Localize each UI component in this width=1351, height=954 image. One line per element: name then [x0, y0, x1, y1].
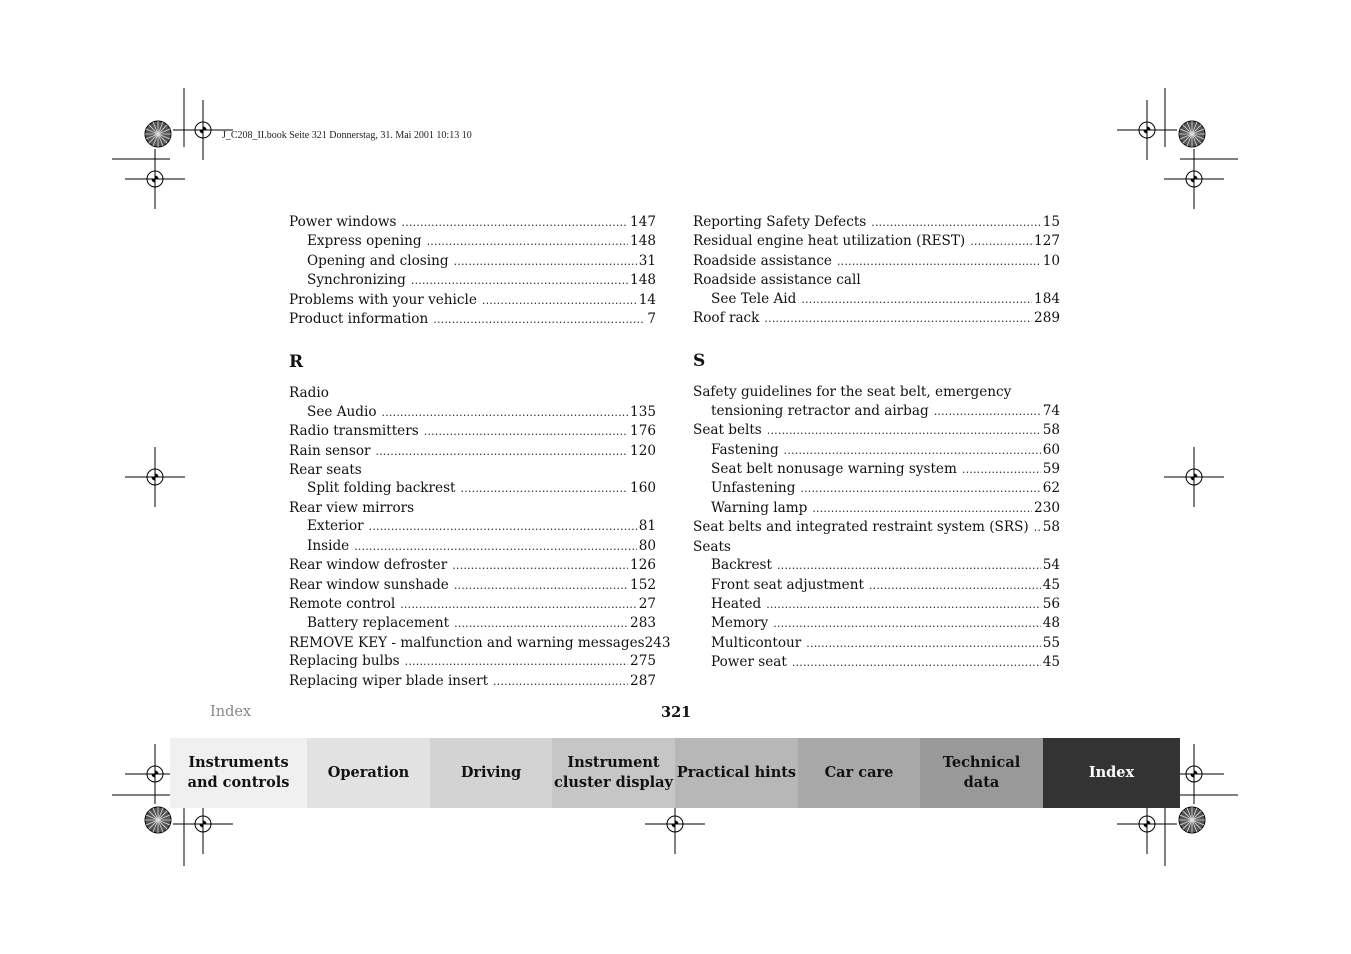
dot-leader [800, 480, 1040, 498]
index-entry-term: Exterior [307, 518, 364, 535]
footer-section-label: Index [210, 704, 252, 720]
index-entry [693, 499, 1060, 518]
index-entry-page: 289 [1034, 310, 1060, 327]
dot-leader [454, 253, 637, 271]
index-entry [289, 576, 656, 595]
index-entry-page: 15 [1042, 214, 1060, 230]
index-entry-page: 45 [1042, 654, 1060, 671]
dot-leader [792, 654, 1041, 672]
index-entry [693, 441, 1060, 460]
tab-instrument-cluster-display[interactable] [552, 738, 675, 808]
index-entry [289, 213, 656, 232]
index-entry-term: Express opening [307, 233, 422, 250]
index-entry-page: 148 [630, 272, 656, 289]
dot-leader [454, 577, 628, 595]
index-entry [289, 634, 671, 652]
index-entry [693, 460, 1060, 479]
index-entry [693, 556, 1060, 575]
index-entry-term: Rain sensor [289, 442, 371, 459]
index-column-left [289, 213, 671, 691]
index-entry-term: Replacing wiper blade insert [289, 672, 489, 689]
index-entry-page: 54 [1042, 557, 1060, 574]
tab-label: Practical hints [676, 764, 797, 781]
index-entry-page: 135 [630, 403, 656, 420]
dot-leader [454, 615, 628, 633]
index-entry [289, 310, 656, 329]
index-entry-term: REMOVE KEY - malfunction and warning messages [289, 634, 645, 651]
index-entry [289, 595, 656, 614]
index-entry-term: Front seat adjustment [711, 576, 864, 593]
index-entry-term: Radio [289, 385, 329, 402]
dot-leader [411, 272, 628, 290]
index-entry-page: 176 [630, 423, 656, 440]
dot-leader [871, 214, 1040, 232]
dot-leader [493, 673, 628, 691]
index-entry-page: 152 [630, 576, 656, 593]
index-entry [289, 403, 656, 422]
index-entry-term: Power seat [711, 654, 787, 671]
index-entry-term: Power windows [289, 214, 397, 230]
index-entry-term: Seat belt nonusage warning system [711, 461, 957, 478]
index-entry [693, 402, 1060, 421]
index-entry [693, 309, 1060, 328]
index-entries-s [693, 383, 1060, 672]
dot-leader [461, 480, 629, 498]
tab-technical-data[interactable] [920, 738, 1043, 808]
index-entry-term: Warning lamp [711, 499, 808, 516]
dot-leader [773, 615, 1040, 633]
index-entry-page: 147 [630, 214, 656, 230]
index-entry [693, 614, 1060, 633]
index-entry [693, 290, 1060, 309]
index-entry-term: Roadside assistance call [693, 272, 861, 289]
tab-instruments-and-controls[interactable] [170, 738, 307, 808]
index-entry-page: 31 [638, 252, 656, 269]
index-entry [289, 517, 656, 536]
index-entry-page: 58 [1042, 422, 1060, 439]
index-entry-term: Rear window defroster [289, 557, 448, 574]
tab-label: Car care [824, 764, 894, 781]
index-entry [289, 652, 656, 671]
index-entry-page: 48 [1042, 615, 1060, 632]
index-entry-page: 184 [1034, 290, 1060, 307]
index-entry-page: 74 [1042, 402, 1060, 419]
index-letter-heading-r: R [289, 352, 304, 373]
dot-leader [382, 404, 629, 422]
index-entry-page: 283 [630, 615, 656, 632]
index-entry [289, 271, 656, 290]
dot-leader [766, 596, 1040, 614]
index-entry [693, 479, 1060, 498]
index-entry-page: 127 [1034, 233, 1060, 250]
tab-label: Operation [327, 764, 410, 781]
index-entry-page: 275 [630, 653, 656, 670]
index-entries-p [289, 213, 656, 329]
index-entry-term: Memory [711, 615, 769, 632]
index-entry-page: 55 [1042, 634, 1060, 651]
index-entry-page: 56 [1042, 595, 1060, 612]
dot-leader [482, 292, 637, 310]
index-entry-term: Roadside assistance [693, 252, 832, 269]
index-entry [289, 556, 656, 575]
index-letter-heading-s: S [693, 351, 706, 372]
index-entry-page: 45 [1042, 576, 1060, 593]
index-entry [289, 291, 656, 310]
index-entry-term: Seats [693, 538, 731, 555]
index-entry-page: 59 [1042, 461, 1060, 478]
index-entry-term: Residual engine heat utilization (REST) [693, 233, 966, 250]
index-column-right [693, 213, 1060, 673]
dot-leader [777, 557, 1041, 575]
index-entry [289, 461, 656, 479]
index-entry [693, 653, 1060, 672]
dot-leader [424, 423, 628, 441]
index-entry-page: 287 [630, 672, 656, 689]
dot-leader [764, 310, 1032, 328]
index-entry-page: 10 [1042, 252, 1060, 269]
index-entry-term: Remote control [289, 595, 396, 612]
index-entry-page: 27 [638, 595, 656, 612]
index-entry-term: Rear view mirrors [289, 499, 415, 516]
index-entry-term: Battery replacement [307, 615, 450, 632]
dot-leader [402, 214, 629, 232]
index-entry-term: Fastening [711, 441, 779, 458]
index-entry-page: 126 [630, 557, 656, 574]
index-entry-page: 60 [1042, 441, 1060, 458]
dot-leader [962, 461, 1041, 479]
index-entry [693, 518, 1060, 537]
dot-leader [934, 403, 1041, 421]
index-entry-term: Rear window sunshade [289, 576, 449, 593]
index-entries-r-continued [693, 213, 1060, 328]
index-entry-term: See Tele Aid [711, 290, 797, 307]
index-entry [693, 252, 1060, 271]
index-entry-term: Product information [289, 311, 429, 328]
index-entry-term: Split folding backrest [307, 480, 456, 497]
index-entry-page: 148 [630, 233, 656, 250]
index-entry [693, 576, 1060, 595]
tab-driving[interactable] [430, 738, 552, 808]
index-entry-term: Roof rack [693, 310, 760, 327]
print-job-info: J_C208_II.book Seite 321 Donnerstag, 31. Mai 2001 10:13 10 [222, 130, 472, 141]
index-entry-term: Problems with your vehicle [289, 291, 477, 308]
index-entry-page: 81 [638, 518, 656, 535]
dot-leader [1034, 519, 1041, 537]
dot-leader [869, 577, 1041, 595]
index-entry-term: Reporting Safety Defects [693, 214, 867, 230]
tab-label: Index [1088, 764, 1135, 781]
tab-practical-hints[interactable] [675, 738, 798, 808]
dot-leader [452, 557, 628, 575]
index-entry [289, 479, 656, 498]
index-entry-page: 58 [1042, 519, 1060, 536]
index-entry-term: Opening and closing [307, 252, 449, 269]
index-entry-page: 62 [1042, 480, 1060, 497]
index-entry-term: Seat belts [693, 422, 762, 439]
index-entry-page: 7 [647, 311, 656, 328]
index-entry [693, 538, 1060, 556]
index-entry-term: tensioning retractor and airbag [711, 402, 929, 419]
index-entry-page: 120 [630, 442, 656, 459]
dot-leader [784, 442, 1041, 460]
index-entry [289, 422, 656, 441]
dot-leader [970, 233, 1032, 251]
index-entry-page: 230 [1034, 499, 1060, 516]
index-entry-page: 160 [630, 480, 656, 497]
index-entry [693, 595, 1060, 614]
dot-leader [801, 291, 1032, 309]
index-entry [693, 383, 1060, 401]
dot-leader [433, 311, 645, 329]
index-entry-term: Replacing bulbs [289, 653, 400, 670]
dot-leader [806, 635, 1040, 653]
index-entry [693, 213, 1060, 232]
dot-leader [405, 653, 628, 671]
tab-index[interactable] [1043, 738, 1180, 808]
index-entry [289, 442, 656, 461]
dot-leader [812, 500, 1032, 518]
index-entry-term: Multicontour [711, 634, 802, 651]
tab-label: Driving [460, 764, 522, 781]
dot-leader [837, 253, 1041, 271]
index-entry [289, 614, 656, 633]
tab-label: Technical data [942, 754, 1021, 791]
dot-leader [427, 233, 628, 251]
dot-leader [376, 443, 629, 461]
index-entry-term: Rear seats [289, 462, 362, 479]
index-entry [289, 499, 656, 517]
index-entry-term: Seat belts and integrated restraint system (SRS) [693, 519, 1029, 536]
index-entry-term: Synchronizing [307, 272, 406, 289]
index-entry-page: 243 [644, 634, 671, 651]
index-entries-r [289, 384, 671, 691]
dot-leader [400, 596, 636, 614]
index-entry-page: 80 [638, 537, 656, 554]
dot-leader [354, 538, 636, 556]
index-entry-term: Heated [711, 595, 762, 612]
index-entry [289, 232, 656, 251]
dot-leader [767, 422, 1041, 440]
dot-leader [369, 518, 637, 536]
index-entry-term: Safety guidelines for the seat belt, emergency [693, 384, 1012, 401]
tab-label: Instrument cluster display [554, 754, 673, 791]
index-entry [289, 252, 656, 271]
index-entry [693, 421, 1060, 440]
index-entry-term: Backrest [711, 557, 772, 574]
index-entry [693, 271, 1060, 289]
index-entry-term: Unfastening [711, 480, 796, 497]
index-entry [289, 537, 656, 556]
index-entry-term: Inside [307, 537, 350, 554]
index-entry [693, 634, 1060, 653]
tab-operation[interactable] [307, 738, 430, 808]
index-entry-term: See Audio [307, 403, 377, 420]
index-entry [289, 384, 656, 402]
index-entry [693, 232, 1060, 251]
tab-car-care[interactable] [798, 738, 920, 808]
chapter-tab-bar [170, 738, 1180, 808]
tab-label: Instruments and controls [187, 754, 290, 791]
index-entry-term: Radio transmitters [289, 423, 419, 440]
index-entry-page: 14 [638, 291, 656, 308]
index-entry [289, 672, 656, 691]
page-number: 321 [661, 704, 692, 721]
